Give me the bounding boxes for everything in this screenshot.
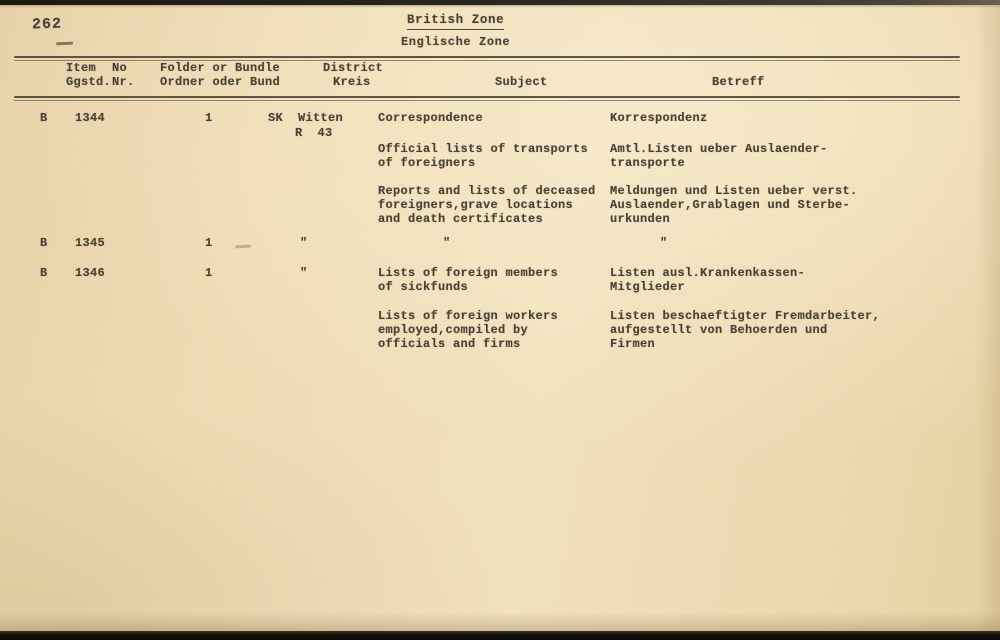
cell-folder: 1 [205, 236, 213, 250]
subject-line: Lists of foreign members [378, 266, 559, 280]
col-header-no-en: No [112, 61, 128, 75]
col-header-district-de: Kreis [333, 75, 371, 89]
subject-line: employed,compiled by [378, 323, 529, 337]
betreff-line: urkunden [610, 212, 671, 226]
col-header-item-en: Item [66, 61, 97, 75]
cell-item: B [40, 111, 48, 125]
cell-district-line2: R 43 [295, 126, 333, 140]
betreff-line: transporte [610, 156, 686, 170]
cell-no: 1344 [75, 111, 106, 125]
page-subtitle: Englische Zone [401, 35, 511, 49]
cell-no: 1346 [75, 266, 106, 280]
cell-folder: 1 [205, 111, 213, 125]
cell-folder: 1 [205, 266, 213, 280]
betreff-line: Mitglieder [610, 280, 686, 294]
pencil-dash-mark [235, 245, 251, 248]
subject-line: of foreigners [378, 156, 476, 170]
betreff-line: Amtl.Listen ueber Auslaender- [610, 142, 828, 156]
col-header-district-en: District [323, 61, 384, 75]
ditto-mark-subject: " [443, 236, 451, 250]
paper-bottom-shadow [0, 613, 1000, 631]
pencil-dash-under-page-number [56, 42, 73, 45]
col-header-item-de: Ggstd. [66, 75, 112, 89]
page-title: British Zone [407, 13, 504, 30]
header-rule-bottom-b [14, 100, 960, 101]
paper-edge-shading [976, 5, 1000, 631]
subject-line: foreigners,grave locations [378, 198, 574, 212]
betreff-line: Korrespondenz [610, 111, 708, 125]
col-header-folder-de: Ordner oder Bund [160, 75, 281, 89]
header-rule-top-b [14, 60, 960, 61]
ditto-mark-district: " [300, 266, 308, 280]
betreff-line: Listen ausl.Krankenkassen- [610, 266, 806, 280]
betreff-line: Meldungen und Listen ueber verst. [610, 184, 858, 198]
betreff-line: Listen beschaeftigter Fremdarbeiter, [610, 309, 881, 323]
header-rule-top-a [14, 56, 960, 58]
col-header-no-de: Nr. [112, 75, 135, 89]
ditto-mark-district: " [300, 236, 308, 250]
subject-line: Lists of foreign workers [378, 309, 559, 323]
subject-line: Official lists of transports [378, 142, 589, 156]
subject-line: Correspondence [378, 111, 484, 125]
col-header-subject-de: Betreff [712, 75, 765, 89]
col-header-folder-en: Folder or Bundle [160, 61, 281, 75]
betreff-line: Auslaender,Grablagen und Sterbe- [610, 198, 851, 212]
cell-item: B [40, 236, 48, 250]
header-rule-bottom-a [14, 96, 960, 98]
betreff-line: Firmen [610, 337, 656, 351]
cell-district-line1: SK Witten [268, 111, 344, 125]
subject-line: and death certificates [378, 212, 544, 226]
page-number: 262 [31, 15, 63, 34]
ditto-mark-betreff: " [660, 236, 668, 250]
scan-edge-bottom [0, 631, 1000, 640]
cell-no: 1345 [75, 236, 106, 250]
subject-line: of sickfunds [378, 280, 469, 294]
subject-line: officials and firms [378, 337, 521, 351]
betreff-line: aufgestellt von Behoerden und [610, 323, 828, 337]
cell-item: B [40, 266, 48, 280]
subject-line: Reports and lists of deceased [378, 184, 596, 198]
scan-edge-top-shadow [0, 5, 1000, 8]
col-header-subject-en: Subject [495, 75, 548, 89]
